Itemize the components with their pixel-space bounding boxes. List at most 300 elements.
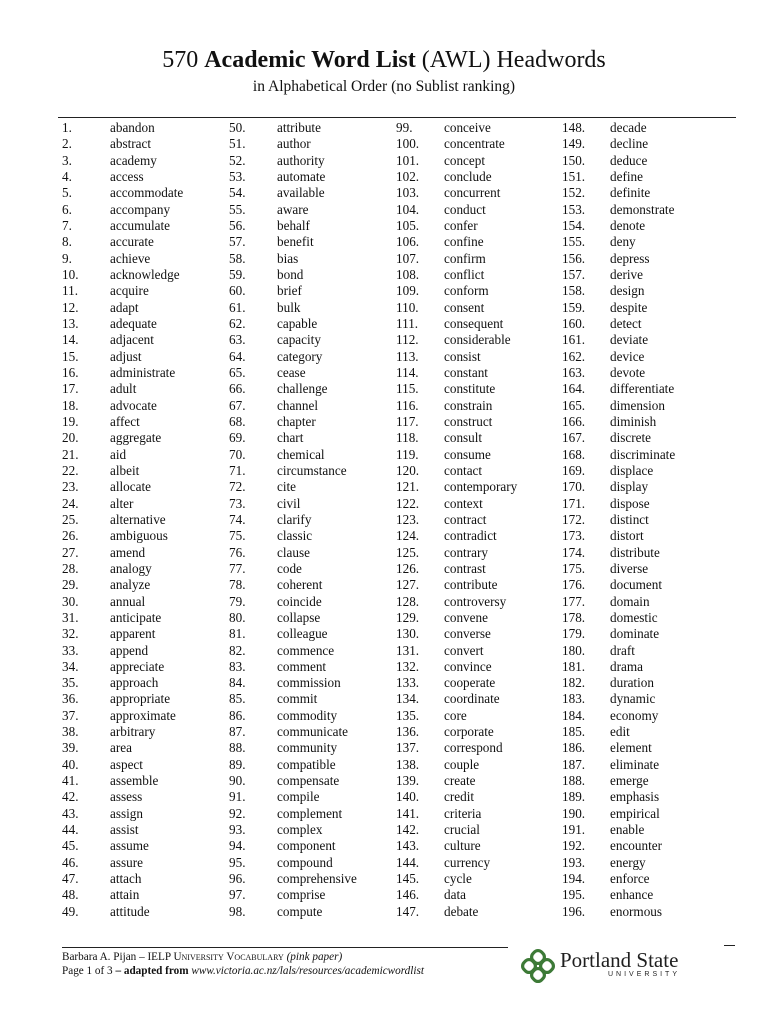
word-row xyxy=(396,136,564,152)
word-row xyxy=(562,365,730,381)
headword: community xyxy=(277,740,338,756)
headword: deviate xyxy=(610,332,649,348)
footer-line-1 xyxy=(62,950,424,964)
headword: assure xyxy=(110,854,143,870)
word-number: 13. xyxy=(62,315,79,331)
word-number: 59. xyxy=(229,266,246,282)
word-number: 34. xyxy=(62,658,79,674)
headword: assist xyxy=(110,822,139,838)
headword: consume xyxy=(444,446,491,462)
word-number: 4. xyxy=(62,168,72,184)
headword: challenge xyxy=(277,381,328,397)
word-number: 139. xyxy=(396,773,420,789)
word-number: 45. xyxy=(62,838,79,854)
headword: enable xyxy=(610,822,645,838)
headword: compile xyxy=(277,789,320,805)
word-row xyxy=(396,528,564,544)
word-number: 163. xyxy=(562,364,586,380)
word-row xyxy=(229,691,397,707)
headword: allocate xyxy=(110,479,151,495)
headword: assume xyxy=(110,838,149,854)
word-row xyxy=(562,822,730,838)
top-rule xyxy=(58,117,736,118)
word-number: 122. xyxy=(396,495,420,511)
headword: consult xyxy=(444,430,483,446)
word-row xyxy=(396,822,564,838)
word-number: 28. xyxy=(62,560,79,576)
headword: credit xyxy=(444,789,475,805)
headword: chemical xyxy=(277,446,325,462)
word-number: 69. xyxy=(229,430,246,446)
headword: apparent xyxy=(110,626,156,642)
word-row xyxy=(229,185,397,201)
headword: conflict xyxy=(444,266,485,282)
word-number: 121. xyxy=(396,479,420,495)
word-row xyxy=(62,512,230,528)
word-number: 102. xyxy=(396,168,420,184)
word-row xyxy=(62,643,230,659)
headword: abandon xyxy=(110,120,155,135)
footer-page: Page 1 of 3 xyxy=(62,965,113,977)
word-row xyxy=(562,757,730,773)
word-number: 180. xyxy=(562,642,586,658)
headword: alter xyxy=(110,495,134,511)
headword: adjacent xyxy=(110,332,154,348)
headword: enhance xyxy=(610,887,654,903)
headword: anticipate xyxy=(110,609,162,625)
word-row xyxy=(396,659,564,675)
word-number: 88. xyxy=(229,740,246,756)
headword: context xyxy=(444,495,483,511)
word-row xyxy=(229,773,397,789)
word-number: 97. xyxy=(229,887,246,903)
headword: conform xyxy=(444,283,489,299)
word-number: 47. xyxy=(62,871,79,887)
word-row xyxy=(562,332,730,348)
word-row xyxy=(229,120,397,136)
word-row xyxy=(396,871,564,887)
headword: emerge xyxy=(610,773,649,789)
word-number: 77. xyxy=(229,560,246,576)
headword: data xyxy=(444,887,466,903)
headword: automate xyxy=(277,168,326,184)
word-number: 115. xyxy=(396,381,419,397)
word-number: 10. xyxy=(62,266,79,282)
word-row xyxy=(229,349,397,365)
page-title xyxy=(0,46,768,74)
word-number: 80. xyxy=(229,609,246,625)
word-row xyxy=(62,316,230,332)
word-number: 56. xyxy=(229,217,246,233)
word-number: 92. xyxy=(229,805,246,821)
word-row xyxy=(562,561,730,577)
word-number: 108. xyxy=(396,266,420,282)
headword: crucial xyxy=(444,822,480,838)
word-row xyxy=(396,691,564,707)
word-number: 148. xyxy=(562,120,586,135)
headword: denote xyxy=(610,217,646,233)
logo-subtitle: UNIVERSITY xyxy=(608,971,681,978)
word-number: 184. xyxy=(562,707,586,723)
word-number: 29. xyxy=(62,577,79,593)
word-row xyxy=(562,381,730,397)
word-row xyxy=(229,463,397,479)
headword: alternative xyxy=(110,511,166,527)
word-row xyxy=(396,904,564,920)
word-row xyxy=(62,659,230,675)
word-row xyxy=(229,577,397,593)
footer-program: IELP University Vocabulary xyxy=(147,951,284,963)
word-number: 6. xyxy=(62,201,72,217)
word-row xyxy=(62,120,230,136)
headword: albeit xyxy=(110,462,140,478)
word-number: 183. xyxy=(562,691,586,707)
word-number: 23. xyxy=(62,479,79,495)
word-number: 168. xyxy=(562,446,586,462)
headword: conclude xyxy=(444,168,492,184)
word-number: 195. xyxy=(562,887,586,903)
word-number: 188. xyxy=(562,773,586,789)
word-row xyxy=(396,512,564,528)
word-row xyxy=(396,169,564,185)
word-row xyxy=(229,512,397,528)
word-row xyxy=(562,267,730,283)
word-number: 136. xyxy=(396,724,420,740)
word-number: 141. xyxy=(396,805,420,821)
headword: confer xyxy=(444,217,478,233)
word-row xyxy=(62,136,230,152)
word-number: 93. xyxy=(229,822,246,838)
headword: consequent xyxy=(444,315,504,331)
headword: derive xyxy=(610,266,643,282)
headword: encounter xyxy=(610,838,662,854)
word-row xyxy=(562,202,730,218)
headword: concurrent xyxy=(444,185,501,201)
word-number: 54. xyxy=(229,185,246,201)
word-row xyxy=(396,283,564,299)
headword: coincide xyxy=(277,593,322,609)
word-number: 83. xyxy=(229,658,246,674)
headword: devote xyxy=(610,364,646,380)
headword: controversy xyxy=(444,593,507,609)
headword: approximate xyxy=(110,707,176,723)
word-number: 144. xyxy=(396,854,420,870)
word-row xyxy=(562,724,730,740)
headword: diminish xyxy=(610,413,657,429)
word-number: 53. xyxy=(229,168,246,184)
word-number: 140. xyxy=(396,789,420,805)
word-row xyxy=(229,561,397,577)
word-row xyxy=(229,234,397,250)
headword: assign xyxy=(110,805,143,821)
word-row xyxy=(396,316,564,332)
word-number: 159. xyxy=(562,299,586,315)
word-number: 179. xyxy=(562,626,586,642)
headword: edit xyxy=(610,724,630,740)
word-number: 158. xyxy=(562,283,586,299)
word-number: 109. xyxy=(396,283,420,299)
word-number: 166. xyxy=(562,413,586,429)
word-number: 32. xyxy=(62,626,79,642)
headword: criteria xyxy=(444,805,482,821)
headword: distort xyxy=(610,528,644,544)
headword: aspect xyxy=(110,756,143,772)
headword: analogy xyxy=(110,560,152,576)
word-row xyxy=(62,838,230,854)
word-number: 113. xyxy=(396,348,419,364)
word-number: 155. xyxy=(562,234,586,250)
word-row xyxy=(396,838,564,854)
word-number: 181. xyxy=(562,658,586,674)
word-number: 39. xyxy=(62,740,79,756)
word-row xyxy=(229,789,397,805)
headword: cease xyxy=(277,364,306,380)
title-bold: Academic Word List xyxy=(204,47,416,73)
word-number: 123. xyxy=(396,511,420,527)
headword: culture xyxy=(444,838,481,854)
word-row xyxy=(396,398,564,414)
headword: compute xyxy=(277,903,323,919)
headword: domestic xyxy=(610,609,658,625)
headword: consist xyxy=(444,348,481,364)
headword: chapter xyxy=(277,413,316,429)
word-row xyxy=(396,267,564,283)
headword: element xyxy=(610,740,652,756)
word-row xyxy=(62,594,230,610)
word-row xyxy=(229,822,397,838)
word-row xyxy=(62,153,230,169)
word-number: 95. xyxy=(229,854,246,870)
word-number: 131. xyxy=(396,642,420,658)
word-row xyxy=(62,251,230,267)
word-number: 101. xyxy=(396,152,420,168)
headword: concentrate xyxy=(444,136,505,152)
word-number: 169. xyxy=(562,462,586,478)
word-row xyxy=(562,594,730,610)
word-number: 9. xyxy=(62,250,72,266)
word-row xyxy=(62,675,230,691)
word-row xyxy=(562,512,730,528)
word-row xyxy=(562,773,730,789)
title-number: 570 xyxy=(162,47,199,73)
headword: code xyxy=(277,560,302,576)
headword: confine xyxy=(444,234,484,250)
word-row xyxy=(562,740,730,756)
word-number: 64. xyxy=(229,348,246,364)
word-number: 110. xyxy=(396,299,419,315)
word-row xyxy=(62,904,230,920)
footer-adapted-label: adapted from xyxy=(123,965,189,977)
word-number: 43. xyxy=(62,805,79,821)
word-row xyxy=(229,365,397,381)
word-number: 160. xyxy=(562,315,586,331)
word-number: 153. xyxy=(562,201,586,217)
headword: acknowledge xyxy=(110,266,180,282)
word-row xyxy=(562,610,730,626)
word-row xyxy=(562,577,730,593)
headword: dynamic xyxy=(610,691,656,707)
word-row xyxy=(396,185,564,201)
word-row xyxy=(229,724,397,740)
word-row xyxy=(229,332,397,348)
headword: display xyxy=(610,479,649,495)
headword: distinct xyxy=(610,511,649,527)
headword: administrate xyxy=(110,364,176,380)
word-row xyxy=(229,414,397,430)
word-number: 133. xyxy=(396,675,420,691)
headword: append xyxy=(110,642,149,658)
word-number: 31. xyxy=(62,609,79,625)
headword: attribute xyxy=(277,120,321,135)
word-row xyxy=(62,740,230,756)
footer-line-2 xyxy=(62,964,424,978)
footer-adapted-dash: – xyxy=(115,965,122,977)
headword: domain xyxy=(610,593,650,609)
headword: aid xyxy=(110,446,127,462)
word-number: 189. xyxy=(562,789,586,805)
word-row xyxy=(396,887,564,903)
headword: detect xyxy=(610,315,642,331)
headword: decline xyxy=(610,136,649,152)
word-number: 130. xyxy=(396,626,420,642)
word-number: 82. xyxy=(229,642,246,658)
headword: accurate xyxy=(110,234,154,250)
word-row xyxy=(396,708,564,724)
word-number: 149. xyxy=(562,136,586,152)
word-row xyxy=(62,610,230,626)
word-number: 186. xyxy=(562,740,586,756)
word-number: 40. xyxy=(62,756,79,772)
headword: comprise xyxy=(277,887,326,903)
footer-source-link: www.victoria.ac.nz/lals/resources/academicwordlist xyxy=(191,965,424,977)
word-number: 106. xyxy=(396,234,420,250)
word-number: 90. xyxy=(229,773,246,789)
word-row xyxy=(396,855,564,871)
word-number: 50. xyxy=(229,120,246,135)
headword: amend xyxy=(110,544,146,560)
word-row xyxy=(62,349,230,365)
headword: coherent xyxy=(277,577,323,593)
headword: device xyxy=(610,348,645,364)
headword: convene xyxy=(444,609,488,625)
footer-rule xyxy=(62,947,508,948)
word-number: 22. xyxy=(62,462,79,478)
word-column-2 xyxy=(229,120,397,920)
word-number: 70. xyxy=(229,446,246,462)
word-row xyxy=(562,447,730,463)
word-number: 74. xyxy=(229,511,246,527)
word-number: 185. xyxy=(562,724,586,740)
word-number: 98. xyxy=(229,903,246,919)
word-number: 33. xyxy=(62,642,79,658)
word-row xyxy=(62,691,230,707)
word-row xyxy=(62,773,230,789)
word-number: 36. xyxy=(62,691,79,707)
word-row xyxy=(62,381,230,397)
word-row xyxy=(229,757,397,773)
word-row xyxy=(229,871,397,887)
word-row xyxy=(562,218,730,234)
word-row xyxy=(396,675,564,691)
word-row xyxy=(396,218,564,234)
word-row xyxy=(62,561,230,577)
headword: differentiate xyxy=(610,381,675,397)
word-row xyxy=(62,365,230,381)
headword: economy xyxy=(610,707,659,723)
headword: compensate xyxy=(277,773,340,789)
word-row xyxy=(562,316,730,332)
word-number: 147. xyxy=(396,903,420,919)
headword: compatible xyxy=(277,756,336,772)
word-number: 128. xyxy=(396,593,420,609)
word-row xyxy=(396,757,564,773)
headword: convert xyxy=(444,642,484,658)
word-row xyxy=(396,496,564,512)
word-number: 191. xyxy=(562,822,586,838)
headword: communicate xyxy=(277,724,349,740)
word-row xyxy=(62,708,230,724)
word-row xyxy=(562,463,730,479)
headword: bulk xyxy=(277,299,301,315)
headword: accommodate xyxy=(110,185,184,201)
headword: aggregate xyxy=(110,430,162,446)
word-row xyxy=(62,218,230,234)
headword: constitute xyxy=(444,381,496,397)
headword: achieve xyxy=(110,250,151,266)
word-number: 21. xyxy=(62,446,79,462)
word-number: 46. xyxy=(62,854,79,870)
headword: demonstrate xyxy=(610,201,675,217)
headword: coordinate xyxy=(444,691,500,707)
word-row xyxy=(229,153,397,169)
headword: convince xyxy=(444,658,492,674)
word-number: 86. xyxy=(229,707,246,723)
headword: classic xyxy=(277,528,313,544)
headword: contradict xyxy=(444,528,497,544)
headword: accumulate xyxy=(110,217,171,233)
word-row xyxy=(396,251,564,267)
word-row xyxy=(562,120,730,136)
word-number: 19. xyxy=(62,413,79,429)
headword: cite xyxy=(277,479,297,495)
word-row xyxy=(562,234,730,250)
headword: converse xyxy=(444,626,491,642)
headword: arbitrary xyxy=(110,724,156,740)
word-number: 17. xyxy=(62,381,79,397)
headword: assemble xyxy=(110,773,159,789)
headword: accompany xyxy=(110,201,171,217)
portland-state-logo xyxy=(520,946,690,986)
word-number: 68. xyxy=(229,413,246,429)
word-number: 111. xyxy=(396,315,419,331)
word-row xyxy=(62,169,230,185)
headword: dispose xyxy=(610,495,650,511)
word-number: 57. xyxy=(229,234,246,250)
footer-author: Barbara A. Pijan xyxy=(62,951,137,963)
headword: document xyxy=(610,577,663,593)
headword: design xyxy=(610,283,645,299)
word-row xyxy=(62,757,230,773)
word-number: 116. xyxy=(396,397,419,413)
headword: category xyxy=(277,348,323,364)
word-row xyxy=(396,594,564,610)
word-number: 67. xyxy=(229,397,246,413)
headword: clarify xyxy=(277,511,312,527)
word-row xyxy=(396,463,564,479)
word-number: 7. xyxy=(62,217,72,233)
word-row xyxy=(229,626,397,642)
footer xyxy=(62,950,424,978)
